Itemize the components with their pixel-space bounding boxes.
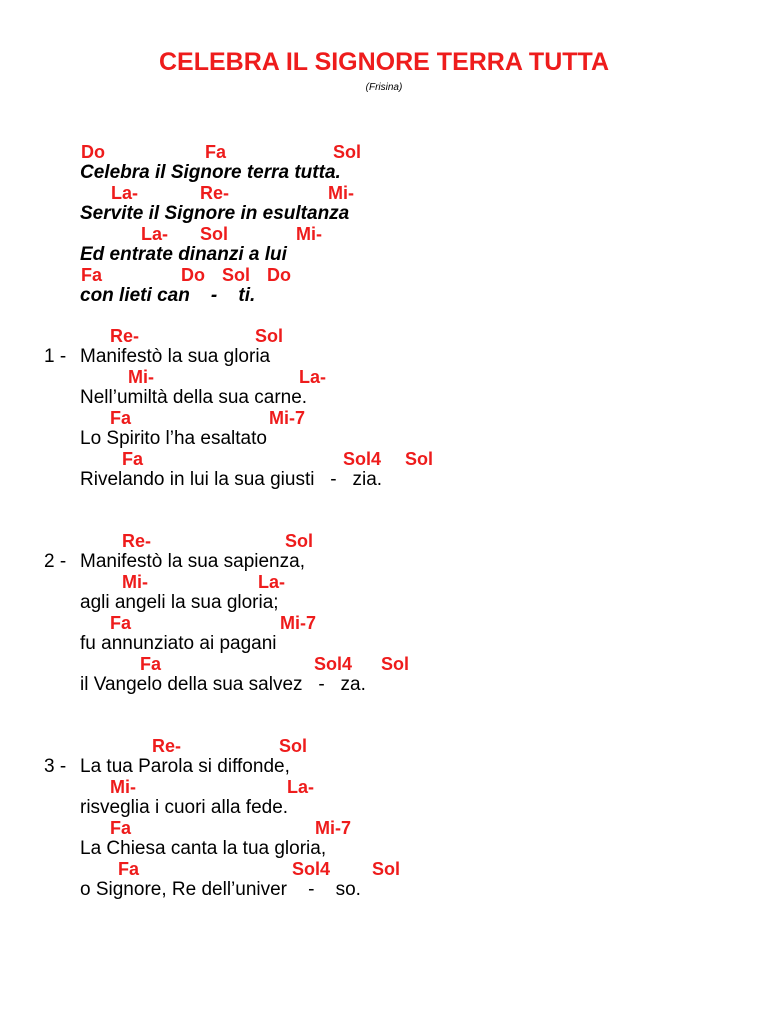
lyric-line: Nell’umiltà della sua carne. xyxy=(80,387,308,408)
chord: Mi-7 xyxy=(280,613,316,633)
lyric-line: Celebra il Signore terra tutta. xyxy=(80,162,341,183)
chord: Fa xyxy=(118,859,140,879)
chord: Re- xyxy=(152,736,182,756)
chord: Fa xyxy=(81,265,103,285)
chord-row xyxy=(0,183,768,205)
verse-line xyxy=(0,613,768,654)
chord-row xyxy=(0,859,768,881)
verse-line xyxy=(0,326,768,367)
lyric-line: Manifestò la sua gloria xyxy=(80,346,271,367)
lyric-line: fu annunziato ai pagani xyxy=(80,633,277,654)
chord: Fa xyxy=(205,142,227,162)
lyric-line: Rivelando in lui la sua giusti - zia. xyxy=(80,469,383,490)
chord: Mi-7 xyxy=(315,818,351,838)
chorus-line xyxy=(0,265,768,306)
chord-row xyxy=(0,777,768,799)
verse-line xyxy=(0,777,768,818)
verse-line xyxy=(0,367,768,408)
chord: Sol xyxy=(255,326,284,346)
chord-row xyxy=(0,326,768,348)
chord: Re- xyxy=(200,183,230,203)
verse-line xyxy=(0,859,768,900)
verse-line xyxy=(0,736,768,777)
chord: La- xyxy=(287,777,314,797)
chord-row xyxy=(0,142,768,164)
chord-row xyxy=(0,654,768,676)
chord: Fa xyxy=(110,408,132,428)
chord: La- xyxy=(111,183,138,203)
chord: La- xyxy=(299,367,326,387)
lyric-line: Manifestò la sua sapienza, xyxy=(80,551,305,572)
chord: Do xyxy=(181,265,205,285)
verse-line xyxy=(0,572,768,613)
song-title: CELEBRA IL SIGNORE TERRA TUTTA xyxy=(159,48,609,76)
chord: Fa xyxy=(110,818,132,838)
chord: Mi- xyxy=(128,367,154,387)
chord: Do xyxy=(267,265,291,285)
chord-row xyxy=(0,408,768,430)
chord: Mi- xyxy=(296,224,322,244)
chord: Sol xyxy=(285,531,314,551)
verse-line xyxy=(0,449,768,490)
chord-row xyxy=(0,531,768,553)
chord: Do xyxy=(81,142,105,162)
verse-number: 3 - xyxy=(44,756,67,777)
chord-row xyxy=(0,572,768,594)
verse-line xyxy=(0,531,768,572)
lyric-line: agli angeli la sua gloria; xyxy=(80,592,279,613)
verse-line xyxy=(0,818,768,859)
chord: Mi- xyxy=(110,777,136,797)
lyric-line: La Chiesa canta la tua gloria, xyxy=(80,838,327,859)
chord-row xyxy=(0,449,768,471)
chord: Mi- xyxy=(122,572,148,592)
chord: Sol4 xyxy=(343,449,382,469)
chord: Mi-7 xyxy=(269,408,305,428)
chord-row xyxy=(0,736,768,758)
chord-row xyxy=(0,367,768,389)
chorus-line xyxy=(0,224,768,265)
chord: Re- xyxy=(110,326,140,346)
verse-number: 2 - xyxy=(44,551,67,572)
chord: Re- xyxy=(122,531,152,551)
verse-number: 1 - xyxy=(44,346,67,367)
lyric-line: Servite il Signore in esultanza xyxy=(80,203,350,224)
chord: Sol4 xyxy=(292,859,331,879)
verse-line xyxy=(0,654,768,695)
lyric-line: risveglia i cuori alla fede. xyxy=(80,797,289,818)
lyric-line: o Signore, Re dell’univer - so. xyxy=(80,879,361,900)
chord: Sol xyxy=(279,736,308,756)
chord: Sol xyxy=(372,859,401,879)
chord: Fa xyxy=(140,654,162,674)
lyric-line: con lieti can - ti. xyxy=(80,285,256,306)
chorus-line xyxy=(0,142,768,183)
chord: Fa xyxy=(110,613,132,633)
chord: Mi- xyxy=(328,183,354,203)
chord-row xyxy=(0,265,768,287)
chord: Fa xyxy=(122,449,144,469)
lyric-line: Ed entrate dinanzi a lui xyxy=(80,244,287,265)
chord: La- xyxy=(141,224,168,244)
lyric-line: La tua Parola si diffonde, xyxy=(80,756,290,777)
verse-line xyxy=(0,408,768,449)
chord-row xyxy=(0,818,768,840)
chord: Sol xyxy=(381,654,410,674)
chord: Sol xyxy=(200,224,229,244)
chord: Sol xyxy=(333,142,362,162)
chord: Sol xyxy=(405,449,434,469)
chord: Sol4 xyxy=(314,654,353,674)
lyric-line: il Vangelo della sua salvez - za. xyxy=(80,674,366,695)
song-author: (Frisina) xyxy=(365,82,403,93)
chord-row xyxy=(0,613,768,635)
lyric-line: Lo Spirito l’ha esaltato xyxy=(80,428,267,449)
chorus-line xyxy=(0,183,768,224)
chord: Sol xyxy=(222,265,251,285)
chord-row xyxy=(0,224,768,246)
chord: La- xyxy=(258,572,285,592)
